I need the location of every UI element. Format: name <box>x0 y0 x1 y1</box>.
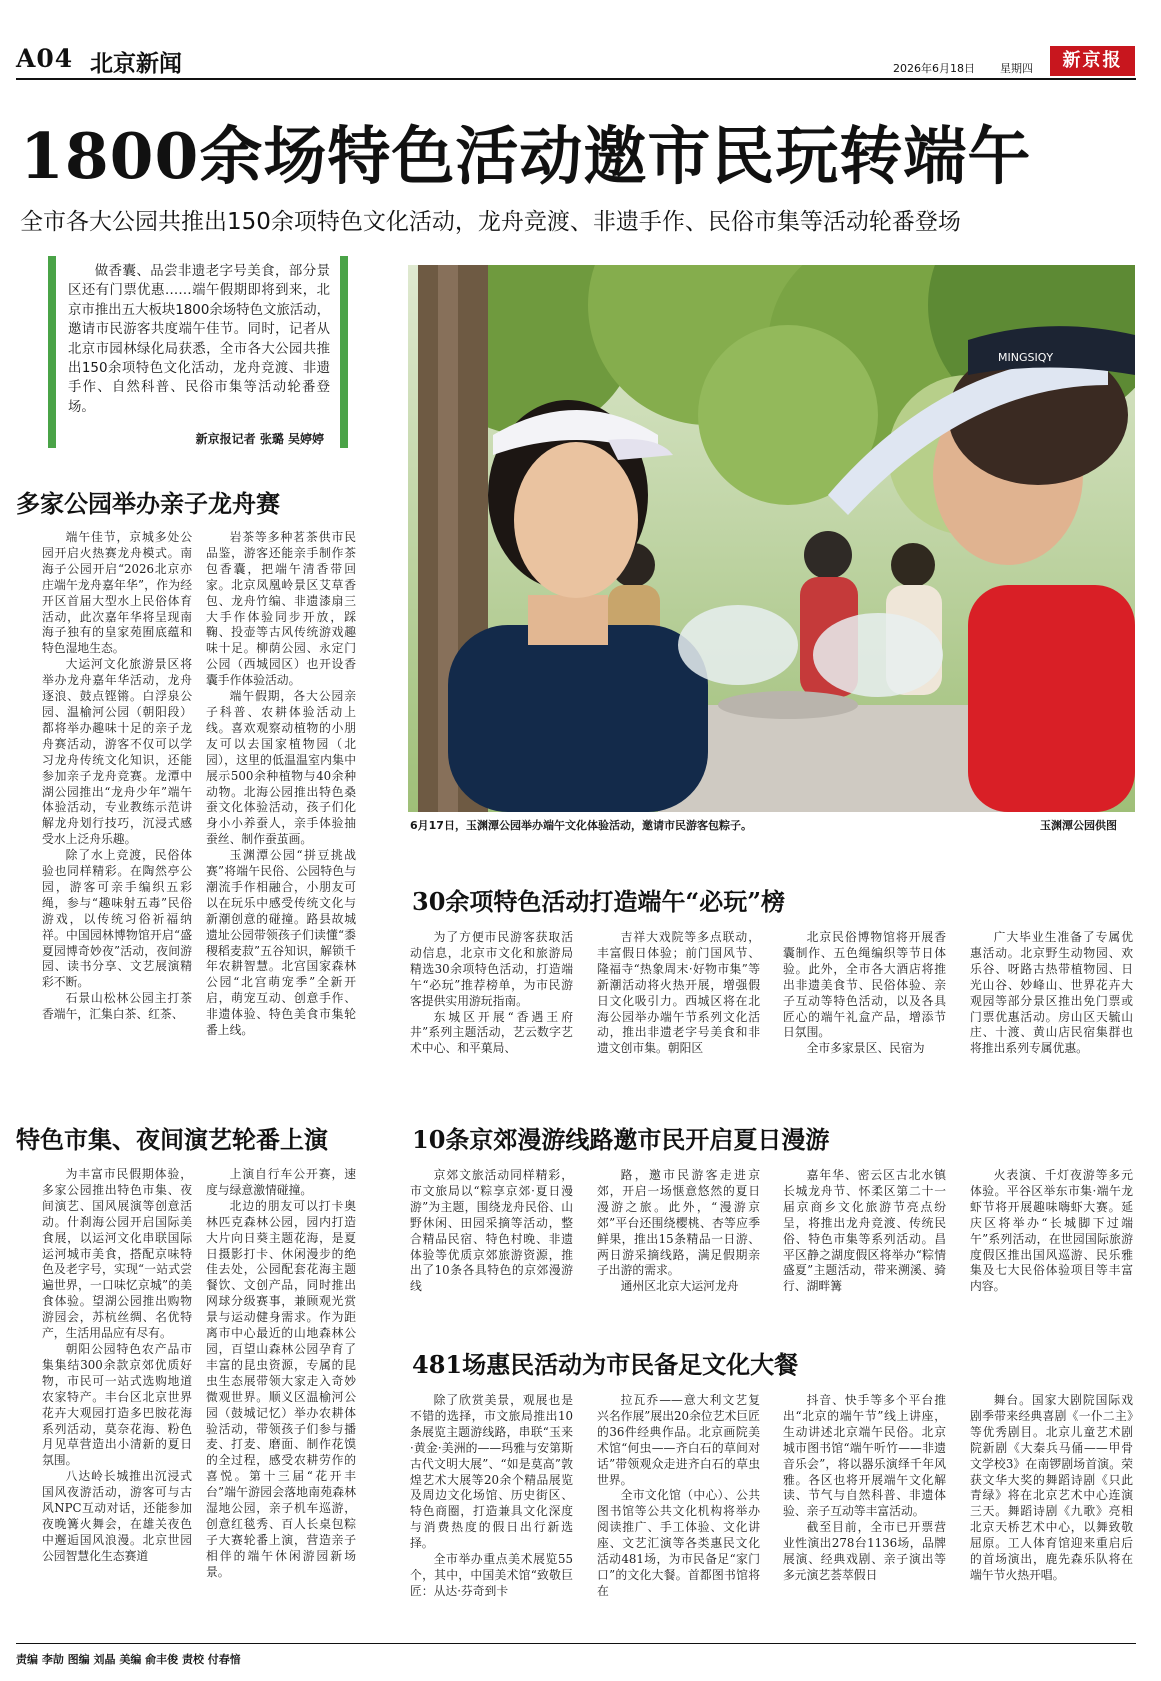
paragraph: 截至目前，全市已开票营业性演出278台1136场，品牌展演、经典戏剧、亲子演出等多元演艺荟萃假日 <box>783 1520 946 1582</box>
lead-box <box>48 256 348 448</box>
paragraph: 京郊文旅活动同样精彩，市文旅局以“粽享京郊·夏日漫游”为主题，围绕龙舟民俗、山野休闲、田园采摘等活动，整合精品民宿、特色村晚、非遗体验等优质京郊旅游资源，推出了10条各具特色的京郊漫游线 <box>410 1168 573 1294</box>
sub-headline: 全市各大公园共推出150余项特色文化活动，龙舟竞渡、非遗手作、民俗市集等活动轮番登场 <box>20 209 961 235</box>
paragraph: 玉渊潭公园“拼豆挑战赛”将端午民俗、公园特色与潮流手作相融合，小朋友可以在玩乐中感受传统文化与新潮创意的碰撞。路县故城遗址公园带领孩子们读懂“黍稷稻麦菽”五谷知识，解锁千年农耕智慧。北宫国家森林公园“北宫萌宠季”全新开启，萌宠互动、创意手作、非遗体验、特色美食市集轮番上线。 <box>206 848 356 1038</box>
paragraph: 上演自行车公开赛，速度与绿意激情碰撞。 <box>206 1167 356 1197</box>
photo-credit: 玉渊潭公园供图 <box>1040 819 1117 832</box>
route-col-4 <box>970 1168 1133 1308</box>
paragraph: 岩茶等多种茗茶供市民品鉴，游客还能亲手制作茶包香囊，把端午清香带回家。北京凤凰岭景区艾草香包、龙舟竹编、非遗漆扇三大手作体验同步开放，踩鞠、投壶等古风传统游戏趣味十足。柳荫公园、永定门公园（西城园区）也开设香囊手作体验活动。 <box>206 530 356 688</box>
market-col-2 <box>206 1167 356 1627</box>
paragraph: 抖音、快手等多个平台推出“北京的端午节”线上讲座，生动讲述北京端午民俗。北京城市图书馆“端午听竹——非遗音乐会”，将以器乐演绎千年风雅。各区也将开展端午文化解读、节气与自然科普、非遗体验、亲子互动等丰富活动。 <box>783 1393 946 1519</box>
paragraph: 北京民俗博物馆将开展香囊制作、五色绳编织等节日体验。此外，全市各大酒店将推出非遗美食节、民俗体验、亲子互动等特色活动，以及各具匠心的端午礼盒产品，增添节日氛围。 <box>783 930 946 1040</box>
paragraph: 端午佳节，京城多处公园开启火热赛龙舟模式。南海子公园开启“2026北京亦庄端午龙舟嘉年华”，作为经开区首届大型水上民俗体育活动，此次嘉年华将呈现南海子独有的皇家苑囿底蕴和特色湿地生态。 <box>42 530 192 656</box>
culture-col-3 <box>783 1393 946 1630</box>
photo-illustration <box>408 265 1135 812</box>
paragraph: 广大毕业生准备了专属优惠活动。北京野生动物园、欢乐谷、呀路古热带植物园、日光山谷、妙峰山、世界花卉大观园等部分景区推出免门票或门票优惠活动。房山区天毓山庄、十渡、黄山店民宿集群也将推出系列专属优惠。 <box>970 930 1133 1056</box>
paragraph: 除了水上竞渡，民俗体验也同样精彩。在陶然亭公园，游客可亲手编织五彩绳，参与“趣味射五毒”民俗游戏，以传统习俗祈福纳祥。中国园林博物馆开启“盛夏园博奇妙夜”活动，夜间游园、读书分享、文艺展演精彩不断。 <box>42 848 192 990</box>
visor-text: MINGSIQY <box>998 351 1054 364</box>
paragraph: 拉瓦乔——意大利文艺复兴名作展”展出20余位艺术巨匠的36件经典作品。北京画院美术馆“何虫——齐白石的草间对话”带领观众走进齐白石的草虫世界。 <box>597 1393 760 1487</box>
market-col-1 <box>42 1167 192 1627</box>
paragraph: 除了欣赏美景，观展也是不错的选择，市文旅局推出10条展览主题游线路，串联“玉来·黄金·美洲的——玛雅与安第斯古代文明大展”、“如是莫高”敦煌艺术大展等20余个精品展览及周边文化场馆、历史街区、特色商圈，打造兼具文化深度与消费热度的假日出行新选择。 <box>410 1393 573 1551</box>
paragraph: 全市文化馆（中心）、公共图书馆等公共文化机构将举办阅读推广、手工体验、文化讲座、文艺汇演等各类惠民文化活动481场，为市民备足“家门口”的文化大餐。首都图书馆将在 <box>597 1488 760 1598</box>
issue-weekday: 星期四 <box>1000 62 1033 75</box>
paragraph: 为了方便市民游客获取活动信息，北京市文化和旅游局精选30余项特色活动，打造端午“必玩”推荐榜单，为市民游客提供实用游玩指南。 <box>410 930 573 1008</box>
must-col-3 <box>783 930 946 1080</box>
paragraph: 北边的朋友可以打卡奥林匹克森林公园，园内打造大片向日葵主题花海，是夏日摄影打卡、休闲漫步的绝佳去处，公园配套花海主题餐饮、文创产品，同时推出网球分级赛事，兼顾观光赏景与运动健身需求。作为距离市中心最近的山地森林公园，百望山森林公园孕育了丰富的昆虫资源，专属的昆虫生态展带领大家走入奇妙微观世界。顺义区温榆河公园（鼓城记忆）举办农耕体验活动，带领孩子们参与播麦、打麦、磨面、制作花馍的全过程，感受农耕劳作的喜悦。第十三届“花开丰台”端午游园会落地南苑森林湿地公园，亲子机车巡游，创意红毯秀、百人长桌包粽子大赛轮番上演，营造亲子相伴的端午休闲游园新场景。 <box>206 1198 356 1579</box>
paragraph: 朝阳公园特色农产品市集集结300余款京郊优质好物，市民可一站式选购地道农家特产。丰台区北京世界花卉大观园打造多巴胺花海系列活动，莫奈花海、粉色月见草营造出小清新的夏日氛围。 <box>42 1341 192 1468</box>
must-col-4 <box>970 930 1133 1080</box>
section-title-market: 特色市集、夜间演艺轮番上演 <box>16 1125 328 1154</box>
paragraph: 东城区开展“香遇王府井”系列主题活动，艺云数字艺术中心、和平菓局、 <box>410 1009 573 1056</box>
paragraph: 路，邀市民游客走进京郊，开启一场惬意悠然的夏日漫游之旅。此外，“漫游京郊”平台还围绕樱桃、杏等应季鲜果，推出15条精品一日游、两日游采摘线路，满足假期亲子出游的需求。 <box>597 1168 760 1278</box>
lead-text: 做香囊、品尝非遗老字号美食，部分景区还有门票优惠……端午假期即将到来，北京市推出五大板块1800余场特色文旅活动，邀请市民游客共度端午佳节。同时，记者从北京市园林绿化局获悉，全市各大公园共推出150余项特色文化活动，龙舟竞渡、非遗手作、自然科普、民俗市集等活动轮番登场。 <box>68 264 330 415</box>
culture-col-4 <box>970 1393 1133 1630</box>
boat-col-1 <box>42 530 192 1075</box>
issue-date: 2026年6月18日 <box>893 62 975 75</box>
article-photo <box>408 265 1135 812</box>
route-col-2 <box>597 1168 760 1308</box>
paragraph: 吉祥大戏院等多点联动，丰富假日体验；前门国风节、隆福寺“热象周末·好物市集”等新潮活动将火热开展，增强假日文化吸引力。西城区将在北海公园举办端午节系列文化活动，推出非遗老字号美食和非遗文创市集。朝阳区 <box>597 930 760 1056</box>
culture-col-2 <box>597 1393 760 1630</box>
header-rule <box>16 78 1136 80</box>
paragraph: 火表演、千灯夜游等多元体验。平谷区举东市集·端午龙虾节将开展趣味嗨虾大赛。延庆区将举办“长城脚下过端午”系列活动，在世园国际旅游度假区推出国风巡游、民乐雅集及七大民俗体验项目等丰富内容。 <box>970 1168 1133 1294</box>
paragraph: 嘉年华、密云区古北水镇长城龙舟节、怀柔区第二十一届京商乡文化旅游节亮点纷呈，将推出龙舟竞渡、传统民俗、特色市集等系列活动。昌平区静之湖度假区将举办“粽情盛夏”主题活动，带来溯溪、骑行、湖畔篝 <box>783 1168 946 1294</box>
section-title-culture: 481场惠民活动为市民备足文化大餐 <box>412 1350 799 1379</box>
boat-col-2 <box>206 530 356 1075</box>
footer-credits: 责编 李劼 图编 刘晶 美编 俞丰俊 责校 付春愔 <box>16 1653 241 1666</box>
route-col-3 <box>783 1168 946 1308</box>
paragraph: 全市多家景区、民宿为 <box>806 1041 925 1056</box>
paragraph: 舞台。国家大剧院国际戏剧季带来经典喜剧《一仆二主》等优秀剧目。北京儿童艺术剧院新剧《大秦兵马俑——甲骨文学校3》在南锣剧场首演。荣获文华大奖的舞蹈诗剧《只此青绿》将在北京艺术中心连演三天。舞蹈诗剧《九歌》亮相北京天桥艺术中心，以舞致敬屈原。工人体育馆迎来重启后的首场演出，鹿先森乐队将在端午节火热开唱。 <box>970 1393 1133 1582</box>
paragraph: 全市举办重点美术展览55个，其中，中国美术馆“致敬巨匠：从达·芬奇到卡 <box>410 1552 573 1598</box>
must-col-1 <box>410 930 573 1080</box>
culture-col-1 <box>410 1393 573 1630</box>
photo-caption: 6月17日，玉渊潭公园举办端午文化体验活动，邀请市民游客包粽子。 <box>410 819 752 832</box>
footer-rule <box>16 1643 1136 1644</box>
paragraph: 八达岭长城推出沉浸式国风夜游活动，游客可与古风NPC互动对话，还能参加夜晚篝火舞会，在雄关夜色中邂逅国风浪漫。北京世园公园智慧化生态赛道 <box>42 1469 192 1563</box>
page-number: A04 <box>16 44 74 73</box>
section-name: 北京新闻 <box>90 50 182 77</box>
paragraph: 为丰富市民假期体验，多家公园推出特色市集、夜间演艺、国风展演等创意活动。什刹海公园开启国际美食展，以运河文化串联国际运河城市美食，搭配京味特色及老字号，实现“一站式尝遍世界，一口味忆京城”的美食体验。望湖公园推出购物游园会，苏杭丝绸、名优特产，生活用品应有尽有。 <box>42 1167 192 1341</box>
newspaper-logo: 新京报 <box>1050 46 1135 76</box>
must-col-2 <box>597 930 760 1080</box>
route-col-1 <box>410 1168 573 1308</box>
paragraph: 端午假期，各大公园亲子科普、农耕体验活动上线。喜欢观察动植物的小朋友可以去国家植物园（北园），这里的低温温室内集中展示500余种植物与40余种动物。北海公园推出特色桑蚕文化体验活动，孩子们化身小小养蚕人，亲手体验抽蚕丝、制作蚕茧画。 <box>206 689 356 847</box>
section-title-route: 10条京郊漫游线路邀市民开启夏日漫游 <box>412 1125 830 1154</box>
paragraph: 石景山松林公园主打茶香端午，汇集白茶、红茶、 <box>42 991 192 1022</box>
section-title-boat: 多家公园举办亲子龙舟赛 <box>16 489 280 518</box>
paragraph: 通州区北京大运河龙舟 <box>620 1279 739 1294</box>
section-title-must: 30余项特色活动打造端午“必玩”榜 <box>412 887 786 916</box>
main-headline: 1800余场特色活动邀市民玩转端午 <box>20 119 1032 193</box>
lead-byline: 新京报记者 张璐 吴婷婷 <box>195 432 324 446</box>
paragraph: 大运河文化旅游景区将举办龙舟嘉年华活动，龙舟逐浪、鼓点铿锵。白浮泉公园、温榆河公园（朝阳段）都将举办趣味十足的亲子龙舟赛活动，游客不仅可以学习龙舟传统文化知识，还能参加亲子龙舟竞赛。龙潭中湖公园推出“龙舟少年”端午体验活动，专业教练示范讲解龙舟划行技巧，沉浸式感受水上泛舟乐趣。 <box>42 657 192 847</box>
